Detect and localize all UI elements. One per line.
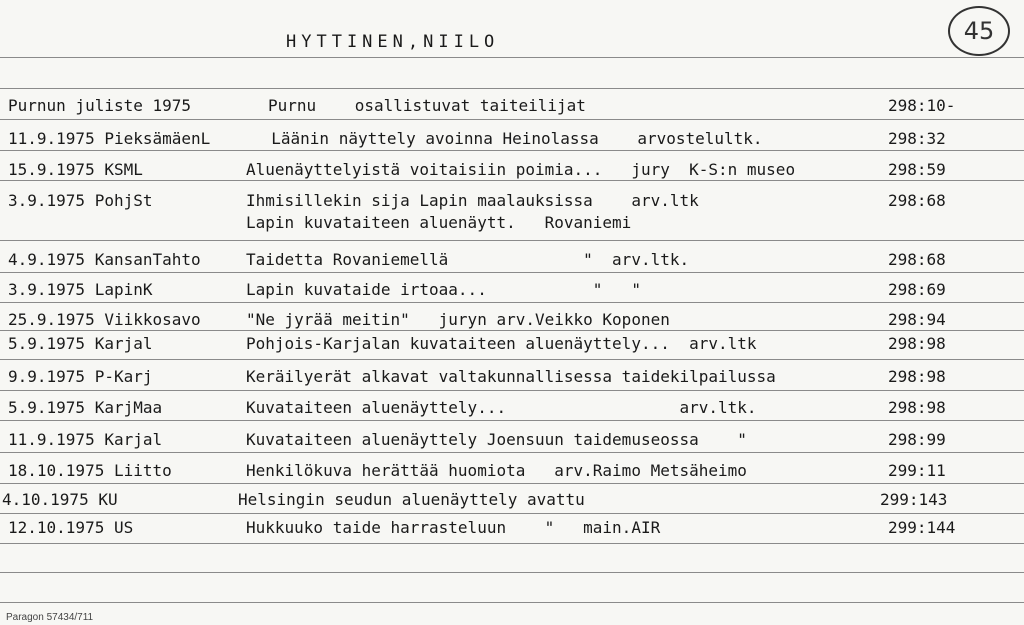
list-item — [0, 250, 1024, 274]
card-footer: Paragon 57434/711 — [6, 612, 94, 623]
entry-text: Kuvataiteen aluenäyttely Joensuun taidemuseossa " — [246, 430, 747, 449]
entry-source: 11.9.1975 PieksämäenL — [8, 129, 211, 148]
entry-ref: 298:98 — [888, 398, 946, 417]
entry-text: Ihmisillekin sija Lapin maalauksissa arv.ltk — [246, 191, 699, 210]
entry-ref: 298:98 — [888, 367, 946, 386]
list-item — [0, 191, 1024, 215]
ruled-line — [0, 57, 1024, 58]
entry-ref: 298:32 — [888, 129, 946, 148]
entry-source: 4.9.1975 KansanTahto — [8, 250, 201, 269]
entry-text: Keräilyerät alkavat valtakunnallisessa taidekilpailussa — [246, 367, 776, 386]
list-item — [0, 96, 1024, 120]
entry-text: Lapin kuvataiteen aluenäytt. Rovaniemi — [246, 213, 632, 232]
entry-ref: 298:98 — [888, 334, 946, 353]
entry-ref: 298:99 — [888, 430, 946, 449]
entry-text: Kuvataiteen aluenäyttely... arv.ltk. — [246, 398, 757, 417]
entry-ref: 298:59 — [888, 160, 946, 179]
list-item — [0, 213, 1024, 237]
entry-source: 5.9.1975 Karjal — [8, 334, 153, 353]
entry-ref: 298:68 — [888, 250, 946, 269]
entry-source: Purnun juliste 1975 — [8, 96, 192, 115]
entry-text: Pohjois-Karjalan kuvataiteen aluenäyttely... arv.ltk — [246, 334, 757, 353]
list-item — [0, 430, 1024, 454]
entry-ref: 298:10- — [888, 96, 956, 115]
ruled-line — [0, 543, 1024, 544]
entry-text: Henkilökuva herättää huomiota arv.Raimo Metsäheimo — [246, 461, 747, 480]
entry-ref: 299:144 — [888, 518, 956, 537]
entry-source: 9.9.1975 P-Karj — [8, 367, 153, 386]
entry-source: 15.9.1975 KSML — [8, 160, 143, 179]
list-item — [0, 398, 1024, 422]
card-title: HYTTINEN,NIILO — [286, 32, 500, 52]
entry-ref: 299:11 — [888, 461, 946, 480]
entry-source: 11.9.1975 Karjal — [8, 430, 163, 449]
entry-source: 3.9.1975 PohjSt — [8, 191, 153, 210]
entry-text: Hukkuuko taide harrasteluun " main.AIR — [246, 518, 661, 537]
entry-text: Läänin näyttely avoinna Heinolassa arvostelultk. — [252, 129, 763, 148]
entry-ref: 298:69 — [888, 280, 946, 299]
entry-source: 5.9.1975 KarjMaa — [8, 398, 163, 417]
entry-source: 18.10.1975 Liitto — [8, 461, 172, 480]
card-number-circle — [948, 6, 1010, 56]
entry-text: "Ne jyrää meitin" juryn arv.Veikko Koponen — [246, 310, 670, 329]
ruled-line — [0, 88, 1024, 89]
list-item — [0, 518, 1024, 542]
entry-text: Aluenäyttelyistä voitaisiin poimia... jury K-S:n museo — [246, 160, 796, 179]
entry-text: Lapin kuvataide irtoaa... " " — [246, 280, 641, 299]
entry-text: Taidetta Rovaniemellä " arv.ltk. — [246, 250, 690, 269]
card-number: 45 — [963, 17, 995, 45]
entry-text: Purnu osallistuvat taiteilijat — [268, 96, 586, 115]
list-item — [0, 334, 1024, 358]
list-item — [0, 490, 1024, 514]
list-item — [0, 160, 1024, 184]
entry-ref: 298:94 — [888, 310, 946, 329]
entry-source: 3.9.1975 LapinK — [8, 280, 153, 299]
list-item — [0, 310, 1024, 334]
list-item — [0, 367, 1024, 391]
list-item — [0, 461, 1024, 485]
ruled-line — [0, 602, 1024, 603]
entry-source: 12.10.1975 US — [8, 518, 134, 537]
ruled-line — [0, 359, 1024, 360]
ruled-line — [0, 240, 1024, 241]
entry-ref: 298:68 — [888, 191, 946, 210]
list-item — [0, 280, 1024, 304]
entry-ref: 299:143 — [880, 490, 948, 509]
list-item — [0, 129, 1024, 153]
entry-source: 25.9.1975 Viikkosavo — [8, 310, 201, 329]
entry-source: 4.10.1975 KU — [2, 490, 118, 509]
ruled-line — [0, 572, 1024, 573]
entry-text: Helsingin seudun aluenäyttely avattu — [238, 490, 585, 509]
